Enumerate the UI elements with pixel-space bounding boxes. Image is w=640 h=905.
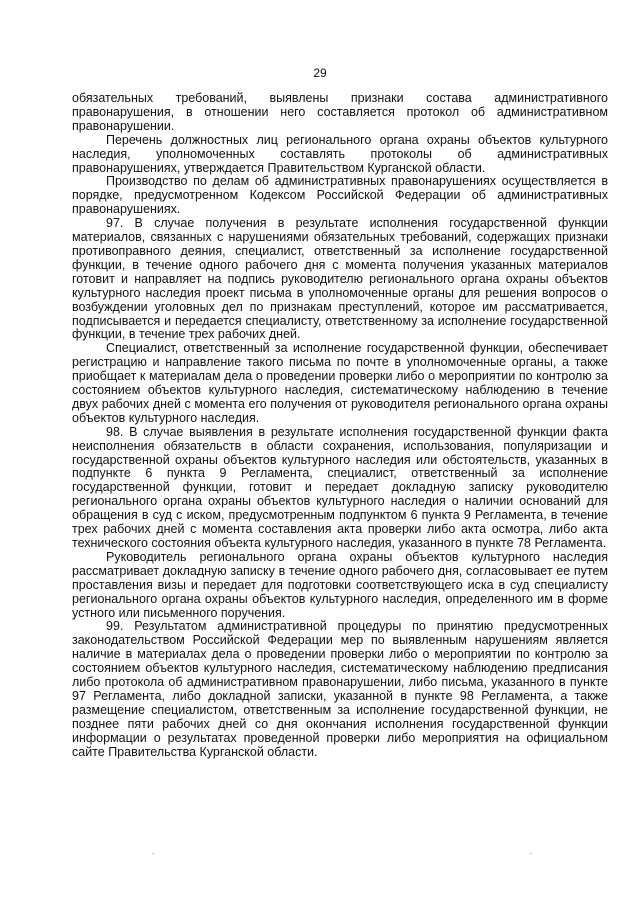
paragraph-proceedings: Производство по делам об административных правонарушениях осуществляется в порядке, предусмотренном Кодексом Российской Федерации об административных правонарушениях. <box>72 174 608 217</box>
paragraph-item-97: 97. В случае получения в результате исполнения государственной функции материалов, связанных с нарушениями обязательных требований, содержащих признаки противоправного деяния, специалист, ответственный за исполнение государственной функции, в течение одного рабочего дня с момента получения указанных материалов готовит и направляет на подпись руководителю регионального органа охраны объектов культурного наследия проект письма в уполномоченные органы для решения вопросов о возбуждении уголовных дел по признакам преступлений, которое им рассматривается, подписывается и передается специалисту, ответственному за исполнение государственной функции, в течение трех рабочих дней. <box>72 216 608 342</box>
paragraph-item-98: 98. В случае выявления в результате исполнения государственной функции факта неисполнения обязательств в области сохранения, использования, популяризации и государственной охраны объектов культурного наследия или обстоятельств, указанных в подпункте 6 пункта 9 Регламента, специалист, ответственный за исполнение государственной функции, готовит и передает докладную записку руководителю регионального органа охраны объектов культурного наследия о наличии оснований для обращения в суд с иском, предусмотренным подпунктом 6 пункта 9 Регламента, в течение трех рабочих дней с момента составления акта проверки либо акта осмотра, либо акта технического состояния объекта культурного наследия, указанного в пункте 78 Регламента. <box>72 424 608 550</box>
paragraph-officials-list: Перечень должностных лиц регионального органа охраны объектов культурного наследия, уполномоченных составлять протоколы об административных правонарушениях, утверждается Правительством Курганской области. <box>72 132 608 175</box>
paragraph-head-review: Руководитель регионального органа охраны объектов культурного наследия рассматривает докладную записку в течение одного рабочего дня, согласовывает ее путем проставления визы и передает для подготовки соответствующего иска в суд специалисту регионального органа охраны объектов культурного наследия, определенного им в форме устного или письменного поручения. <box>72 549 608 620</box>
paragraph-continuation: обязательных требований, выявлены признаки состава административного правонарушения, в отношении него составляется протокол об административном правонарушении. <box>72 91 608 133</box>
document-body <box>72 92 608 760</box>
page-number: 29 <box>313 66 327 80</box>
footer-mark-left: - <box>152 851 154 857</box>
paragraph-item-99: 99. Результатом административной процедуры по принятию предусмотренных законодательством Российской Федерации мер по выявленным нарушениям является наличие в материалах дела о проведении проверки либо о мероприятии по контролю за состоянием объектов культурного наследия, систематическому наблюдению предписания либо протокола об административном правонарушении, либо письма, указанного в пункте 97 Регламента, либо докладной записки, указанной в пункте 98 Регламента, а также размещение специалистом, ответственным за исполнение государственной функции, не позднее пяти рабочих дней со дня окончания исполнения государственной функции информации о результатах проведенной проверки либо мероприятия на официальном сайте Правительства Курганской области. <box>72 619 608 759</box>
paragraph-specialist-registration: Специалист, ответственный за исполнение государственной функции, обеспечивает регистрацию и направление такого письма по почте в уполномоченные органы, а также приобщает к материалам дела о проведении проверки либо о мероприятии по контролю за состоянием объектов культурного наследия, систематическому наблюдению в течение двух рабочих дней с момента его получения от руководителя регионального органа охраны объектов культурного наследия. <box>72 341 608 425</box>
footer-mark-right: - <box>530 851 532 857</box>
